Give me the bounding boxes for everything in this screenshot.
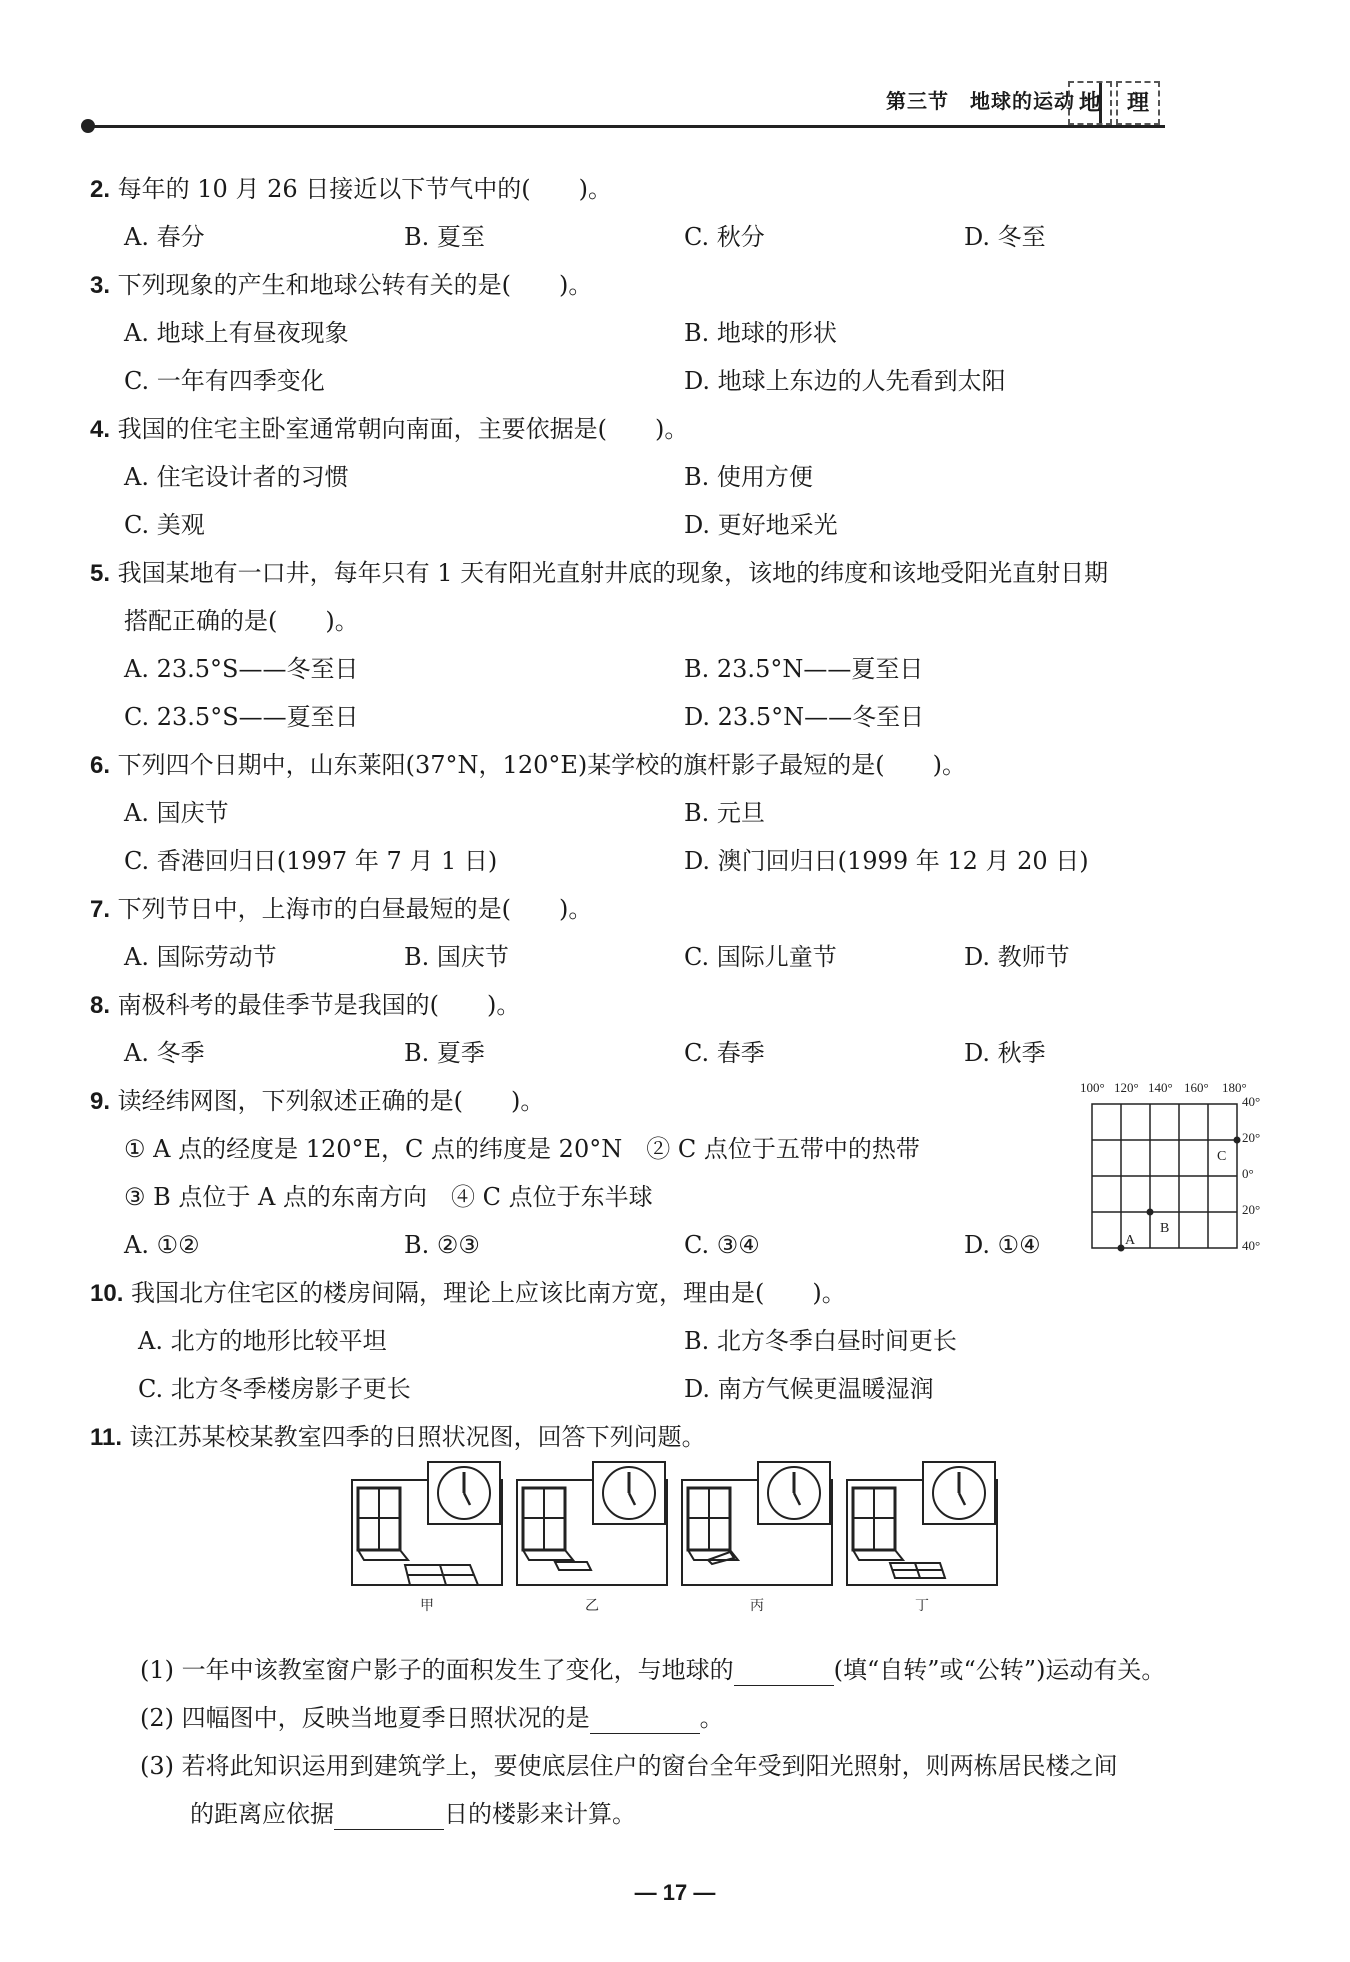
option[interactable]: B. 23.5°N——夏至日	[684, 655, 924, 683]
option[interactable]: B. 地球的形状	[684, 319, 837, 347]
options-4b	[90, 501, 1270, 549]
question-11: 11. 读江苏某校某教室四季的日照状况图，回答下列问题。	[90, 1423, 706, 1451]
option[interactable]: D. 冬至	[964, 223, 1046, 251]
subquestion-1: (1) 一年中该教室窗户影子的面积发生了变化，与地球的 (填“自转”或“公转”)运动有关。	[140, 1656, 1166, 1684]
options-10a	[90, 1317, 1270, 1365]
option[interactable]: C. 23.5°S——夏至日	[124, 703, 359, 731]
question-3: 3. 下列现象的产生和地球公转有关的是( )。	[90, 271, 593, 299]
question-6: 6. 下列四个日期中，山东莱阳(37°N，120°E)某学校的旗杆影子最短的是( )。	[90, 751, 966, 779]
option[interactable]: B. ②③	[404, 1231, 480, 1259]
option[interactable]: B. 使用方便	[684, 463, 813, 491]
option[interactable]: A. ①②	[124, 1231, 200, 1259]
lon-label: 160°	[1184, 1082, 1209, 1095]
options-10b	[90, 1365, 1270, 1413]
point-b-label: B	[1160, 1221, 1170, 1236]
subquestion-3: (3) 若将此知识运用到建筑学上，要使底层住户的窗台全年受到阳光照射，则两栋居民楼之间	[140, 1752, 1118, 1780]
option[interactable]: D. 地球上东边的人先看到太阳	[684, 367, 1006, 395]
option[interactable]: B. 元旦	[684, 799, 765, 827]
subject-label	[1068, 81, 1160, 125]
question-9: 9. 读经纬网图，下列叙述正确的是( )。	[90, 1087, 545, 1115]
answer-blank[interactable]	[734, 1657, 834, 1686]
question-4: 4. 我国的住宅主卧室通常朝向南面，主要依据是( )。	[90, 415, 689, 443]
options-4a	[90, 453, 1270, 501]
page-number: — 17 —	[634, 1880, 716, 1905]
latlon-grid-figure	[1080, 1082, 1280, 1262]
question-5-cont: 搭配正确的是( )。	[124, 607, 359, 635]
point-c-marker	[1234, 1137, 1241, 1144]
question-5: 5. 我国某地有一口井，每年只有 1 天有阳光直射井底的现象，该地的纬度和该地受阳光直射日期	[90, 559, 1109, 587]
option[interactable]: A. 春分	[124, 223, 205, 251]
option[interactable]: D. ①④	[964, 1231, 1041, 1259]
subject-char: 地	[1068, 81, 1112, 125]
option[interactable]: A. 地球上有昼夜现象	[124, 319, 349, 347]
options-8	[90, 1029, 1270, 1077]
option[interactable]: D. 23.5°N——冬至日	[684, 703, 925, 731]
options-3a	[90, 309, 1270, 357]
lon-label: 100°	[1080, 1082, 1105, 1095]
option[interactable]: C. 秋分	[684, 223, 765, 251]
question-9-statements-2: ③ B 点位于 A 点的东南方向 ④ C 点位于东半球	[124, 1183, 653, 1211]
question-10: 10. 我国北方住宅区的楼房间隔，理论上应该比南方宽，理由是( )。	[90, 1279, 846, 1307]
answer-blank[interactable]	[590, 1705, 700, 1734]
options-3b	[90, 357, 1270, 405]
question-7: 7. 下列节日中，上海市的白昼最短的是( )。	[90, 895, 593, 923]
panel-ding	[847, 1462, 997, 1585]
sunlight-figure	[350, 1460, 1010, 1620]
options-7	[90, 933, 1270, 981]
option[interactable]: A. 国庆节	[124, 799, 229, 827]
point-c-label: C	[1217, 1149, 1227, 1164]
page-header	[85, 85, 1270, 130]
option[interactable]: D. 秋季	[964, 1039, 1046, 1067]
option[interactable]: A. 冬季	[124, 1039, 205, 1067]
option[interactable]: C. ③④	[684, 1231, 760, 1259]
panel-label: 甲	[420, 1598, 434, 1614]
section-title: 第三节 地球的运动	[886, 89, 1075, 113]
options-6b	[90, 837, 1270, 885]
lat-label: 20°	[1242, 1130, 1261, 1145]
lon-label: 180°	[1222, 1082, 1247, 1095]
panel-label: 乙	[585, 1598, 599, 1614]
option[interactable]: C. 北方冬季楼房影子更长	[138, 1375, 411, 1403]
question-2: 2. 每年的 10 月 26 日接近以下节气中的( )。	[90, 175, 612, 203]
options-6a	[90, 789, 1270, 837]
subquestion-3-cont: 的距离应依据 日的楼影来计算。	[190, 1800, 636, 1828]
lat-label: 40°	[1242, 1238, 1261, 1253]
option[interactable]: A. 国际劳动节	[124, 943, 277, 971]
panel-jia	[352, 1462, 502, 1585]
question-9-statements-1: ① A 点的经度是 120°E，C 点的纬度是 20°N ② C 点位于五带中的热带	[124, 1135, 920, 1163]
lat-label: 20°	[1242, 1202, 1261, 1217]
option[interactable]: B. 夏季	[404, 1039, 485, 1067]
lat-label: 40°	[1242, 1094, 1261, 1109]
point-a-marker	[1118, 1245, 1125, 1252]
option[interactable]: A. 住宅设计者的习惯	[124, 463, 349, 491]
option[interactable]: D. 教师节	[964, 943, 1070, 971]
panel-label: 丁	[915, 1598, 929, 1614]
options-2	[90, 213, 1270, 261]
answer-blank[interactable]	[334, 1801, 444, 1830]
panel-yi	[517, 1462, 667, 1585]
option[interactable]: D. 澳门回归日(1999 年 12 月 20 日)	[684, 847, 1089, 875]
lat-label: 0°	[1242, 1166, 1254, 1181]
options-5a	[90, 645, 1270, 693]
option[interactable]: D. 更好地采光	[684, 511, 838, 539]
panel-bing	[682, 1462, 832, 1585]
point-a-label: A	[1125, 1233, 1136, 1248]
options-5b	[90, 693, 1270, 741]
question-8: 8. 南极科考的最佳季节是我国的( )。	[90, 991, 521, 1019]
lon-label: 140°	[1148, 1082, 1173, 1095]
lon-label: 120°	[1114, 1082, 1139, 1095]
option[interactable]: D. 南方气候更温暖湿润	[684, 1375, 934, 1403]
latlon-grid	[1080, 1082, 1280, 1262]
classroom-sunlight-illustrations	[350, 1460, 1010, 1620]
option[interactable]: C. 美观	[124, 511, 205, 539]
option[interactable]: A. 北方的地形比较平坦	[138, 1327, 387, 1355]
subquestion-2: (2) 四幅图中，反映当地夏季日照状况的是 。	[140, 1704, 724, 1732]
header-rule	[85, 125, 1165, 128]
option[interactable]: C. 一年有四季变化	[124, 367, 325, 395]
point-b-marker	[1147, 1209, 1154, 1216]
option[interactable]: C. 国际儿童节	[684, 943, 837, 971]
option[interactable]: B. 国庆节	[404, 943, 509, 971]
option[interactable]: B. 北方冬季白昼时间更长	[684, 1327, 957, 1355]
option[interactable]: A. 23.5°S——冬至日	[124, 655, 359, 683]
option[interactable]: B. 夏至	[404, 223, 485, 251]
subject-char: 理	[1116, 81, 1160, 125]
option[interactable]: C. 香港回归日(1997 年 7 月 1 日)	[124, 847, 498, 875]
option[interactable]: C. 春季	[684, 1039, 765, 1067]
panel-label: 丙	[750, 1598, 764, 1614]
